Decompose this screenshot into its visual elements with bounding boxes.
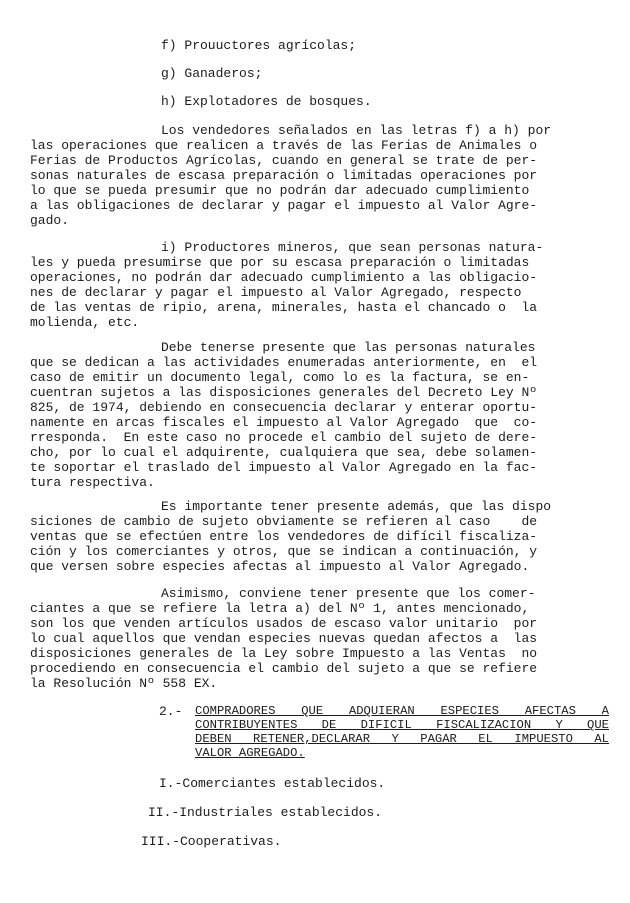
paragraph-line: Debe tenerse presente que las personas naturales [161, 340, 536, 355]
paragraph-line: ciantes a que se refiere la letra a) del Nº 1, antes mencionado, [30, 601, 530, 616]
paragraph-line: que versen sobre especies afectas al impuesto al Valor Agregado. [30, 559, 530, 574]
roman-item-comerciantes: I.-Comerciantes establecidos. [159, 776, 386, 791]
paragraph-line: tura respectiva. [30, 475, 155, 490]
list-item-g: g) Ganaderos; [161, 66, 263, 81]
paragraph-line: rresponda. En este caso no procede el cambio del sujeto de dere- [30, 430, 538, 445]
paragraph-line: sonas naturales de escasa preparación o limitadas operaciones por [30, 168, 538, 183]
paragraph-line: les y pueda presumirse que por su escasa preparación o limitadas [30, 255, 530, 270]
paragraph-line: operaciones, no podrán dar adecuado cumplimiento a las obligacio- [30, 270, 538, 285]
paragraph-line: cho, por lo cual el adquirente, cualquiera que sea, debe solamen- [30, 445, 538, 460]
paragraph-line: 825, de 1974, debiendo en consecuencia declarar y enterar oportu- [30, 400, 538, 415]
roman-item-industriales: II.-Industriales establecidos. [148, 805, 383, 820]
paragraph-line: son los que venden artículos usados de escaso valor unitario por [30, 616, 538, 631]
paragraph-line: i) Productores mineros, que sean personas natura- [161, 240, 544, 255]
section-heading-line: CONTRIBUYENTES DE DIFICIL FISCALIZACION Y QUE [195, 718, 609, 732]
paragraph-line: de las ventas de ripio, arena, minerales, hasta el chancado o la [30, 300, 538, 315]
paragraph-line: molienda, etc. [30, 315, 140, 330]
list-item-h: h) Explotadores de bosques. [161, 94, 372, 109]
paragraph-line: siciones de cambio de sujeto obviamente se refieren al caso de [30, 514, 538, 529]
paragraph-line: gado. [30, 213, 70, 228]
section-heading [195, 704, 609, 760]
paragraph-line: cuentran sujetos a las disposiciones generales del Decreto Ley Nº [30, 385, 538, 400]
paragraph-line: lo cual aquellos que vendan especies nuevas quedan afectos a las [30, 631, 538, 646]
section-heading-line: DEBEN RETENER,DECLARAR Y PAGAR EL IMPUESTO AL [195, 732, 609, 746]
paragraph-line: ción y los comerciantes y otros, que se indican a continuación, y [30, 544, 538, 559]
paragraph-line: ventas que se efectúen entre los vendedores de difícil fiscaliza- [30, 529, 538, 544]
paragraph-line: lo que se pueda presumir que no podrán dar adecuado cumplimiento [30, 183, 530, 198]
section-number: 2.- [159, 704, 183, 719]
paragraph-line: caso de emitir un documento legal, como lo es la factura, se en- [30, 370, 530, 385]
section-heading-line: VALOR AGREGADO. [195, 746, 305, 760]
paragraph-line: nes de declarar y pagar el impuesto al Valor Agregado, respecto [30, 285, 522, 300]
paragraph-line: las operaciones que realicen a través de las Ferias de Animales o [30, 138, 538, 153]
paragraph-line: te soportar el traslado del impuesto al Valor Agregado en la fac- [30, 460, 538, 475]
paragraph-line: Asimismo, conviene tener presente que los comer- [161, 586, 536, 601]
paragraph-line: disposiciones generales de la Ley sobre Impuesto a las Ventas no [30, 646, 538, 661]
paragraph-line: a las obligaciones de declarar y pagar el impuesto al Valor Agre- [30, 198, 538, 213]
section-heading-line: COMPRADORES QUE ADQUIERAN ESPECIES AFECTAS A [195, 704, 609, 718]
paragraph-line: procediendo en consecuencia el cambio del sujeto a que se refiere [30, 661, 538, 676]
roman-item-cooperativas: III.-Cooperativas. [141, 834, 282, 849]
paragraph-line: que se dedican a las actividades enumeradas anteriormente, en el [30, 355, 538, 370]
list-item-f: f) Prouuctores agrícolas; [161, 38, 357, 53]
paragraph-line: namente en arcas fiscales el impuesto al Valor Agregado que co- [30, 415, 538, 430]
paragraph-line: Los vendedores señalados en las letras f) a h) por [161, 123, 552, 138]
paragraph-line: Es importante tener presente además, que las dispo [161, 499, 552, 514]
paragraph-line: la Resolución Nº 558 EX. [30, 676, 218, 691]
paragraph-line: Ferias de Productos Agrícolas, cuando en general se trate de per- [30, 153, 538, 168]
